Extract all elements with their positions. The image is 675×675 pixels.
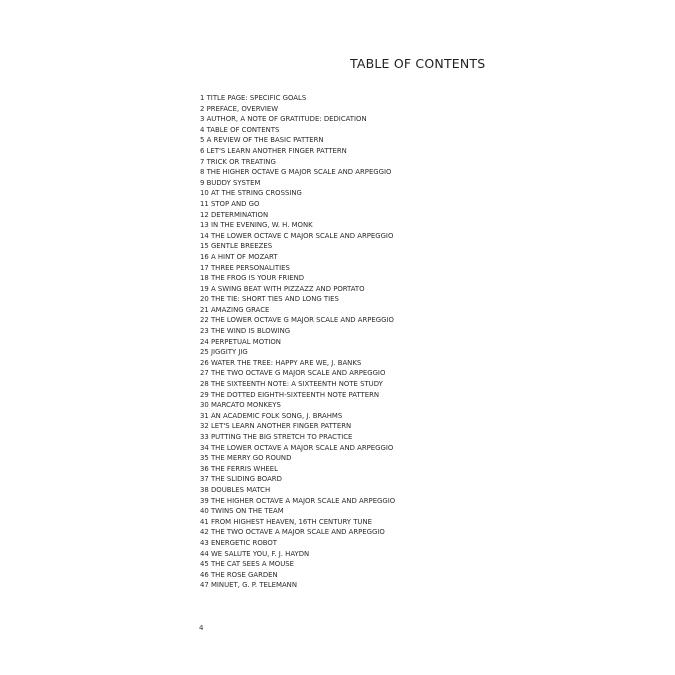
toc-entry [200,432,395,443]
toc-entry-text: 2 PREFACE, OVERVIEW [200,104,279,113]
toc-entry [200,411,395,422]
toc-entry [200,506,395,517]
toc-entry-text: 46 THE ROSE GARDEN [200,570,278,579]
toc-entry [200,485,395,496]
toc-entry-text: 14 THE LOWER OCTAVE C MAJOR SCALE AND ARPEGGIO [200,231,394,240]
toc-entry [200,93,395,104]
toc-entry-text: 27 THE TWO OCTAVE G MAJOR SCALE AND ARPEGGIO [200,369,386,378]
toc-entry [200,337,395,348]
toc-entry [200,390,395,401]
toc-entry-text: 28 THE SIXTEENTH NOTE: A SIXTEENTH NOTE STUDY [200,380,383,389]
toc-entry [200,538,395,549]
toc-entry [200,273,395,284]
toc-entry-text: 36 THE FERRIS WHEEL [200,464,278,473]
toc-entry-text: 16 A HINT OF MOZART [200,252,278,261]
toc-entry-text: 7 TRICK OR TREATING [200,157,276,166]
page-title: TABLE OF CONTENTS [350,56,486,71]
toc-entry [200,400,395,411]
table-of-contents [200,93,395,591]
toc-entry [200,549,395,560]
toc-entry [200,114,395,125]
toc-entry-text: 4 TABLE OF CONTENTS [200,125,280,134]
toc-entry [200,580,395,591]
toc-entry [200,421,395,432]
toc-entry [200,135,395,146]
toc-entry [200,167,395,178]
toc-entry [200,241,395,252]
toc-entry [200,199,395,210]
toc-entry-text: 25 JIGGITY JIG [200,348,248,357]
toc-entry [200,294,395,305]
toc-entry-text: 30 MARCATO MONKEYS [200,401,281,410]
toc-entry [200,104,395,115]
toc-entry-text: 8 THE HIGHER OCTAVE G MAJOR SCALE AND ARPEGGIO [200,168,392,177]
toc-entry-text: 45 THE CAT SEES A MOUSE [200,560,294,569]
toc-entry [200,517,395,528]
toc-entry-text: 17 THREE PERSONALITIES [200,263,290,272]
toc-entry [200,496,395,507]
toc-entry-text: 38 DOUBLES MATCH [200,485,271,494]
page-number: 4 [199,624,204,632]
toc-entry-text: 15 GENTLE BREEZES [200,242,273,251]
toc-entry [200,231,395,242]
toc-entry-text: 31 AN ACADEMIC FOLK SONG, J. BRAHMS [200,411,343,420]
toc-entry-text: 39 THE HIGHER OCTAVE A MAJOR SCALE AND ARPEGGIO [200,496,396,505]
toc-entry [200,326,395,337]
toc-entry-text: 40 TWINS ON THE TEAM [200,507,284,516]
toc-entry-text: 10 AT THE STRING CROSSING [200,189,302,198]
toc-entry [200,220,395,231]
toc-entry-text: 13 IN THE EVENING, W. H. MONK [200,221,313,230]
toc-entry [200,559,395,570]
toc-entry-text: 20 THE TIE: SHORT TIES AND LONG TIES [200,295,339,304]
toc-entry [200,263,395,274]
toc-entry-text: 41 FROM HIGHEST HEAVEN, 16TH CENTURY TUNE [200,517,372,526]
toc-entry-text: 37 THE SLIDING BOARD [200,475,282,484]
toc-entry-text: 9 BUDDY SYSTEM [200,178,261,187]
toc-entry-text: 21 AMAZING GRACE [200,305,270,314]
toc-entry [200,315,395,326]
toc-entry-text: 23 THE WIND IS BLOWING [200,327,291,336]
toc-entry [200,188,395,199]
toc-entry-text: 47 MINUET, G. P. TELEMANN [200,581,297,590]
toc-entry-text: 12 DETERMINATION [200,210,269,219]
toc-entry-text: 26 WATER THE TREE: HAPPY ARE WE, J. BANKS [200,358,362,367]
toc-entry-text: 3 AUTHOR, A NOTE OF GRATITUDE: DEDICATION [200,115,367,124]
toc-entry [200,210,395,221]
toc-entry-text: 18 THE FROG IS YOUR FRIEND [200,274,305,283]
toc-entry [200,464,395,475]
toc-entry-text: 34 THE LOWER OCTAVE A MAJOR SCALE AND ARPEGGIO [200,443,394,452]
toc-entry-text: 5 A REVIEW OF THE BASIC PATTERN [200,136,324,145]
toc-entry-text: 24 PERPETUAL MOTION [200,337,281,346]
toc-entry [200,379,395,390]
toc-entry [200,305,395,316]
toc-entry [200,368,395,379]
toc-entry [200,347,395,358]
toc-entry-text: 33 PUTTING THE BIG STRETCH TO PRACTICE [200,433,353,441]
toc-entry-text: 42 THE TWO OCTAVE A MAJOR SCALE AND ARPEGGIO [200,528,385,537]
toc-entry [200,527,395,538]
toc-entry [200,252,395,263]
toc-entry-text: 44 WE SALUTE YOU, F. J. HAYDN [200,549,310,558]
toc-entry-text: 1 TITLE PAGE: SPECIFIC GOALS [200,94,307,102]
toc-entry [200,125,395,136]
toc-entry [200,474,395,485]
toc-entry-text: 43 ENERGETIC ROBOT [200,538,277,547]
toc-entry-text: 19 A SWING BEAT WITH PIZZAZZ AND PORTATO [200,284,365,293]
toc-entry-text: 35 THE MERRY GO ROUND [200,454,292,463]
toc-entry [200,443,395,454]
toc-entry-text: 32 LET'S LEARN ANOTHER FINGER PATTERN [200,422,352,431]
toc-entry-text: 6 LET'S LEARN ANOTHER FINGER PATTERN [200,146,347,155]
toc-entry [200,178,395,189]
toc-entry [200,358,395,369]
toc-entry-text: 11 STOP AND GO [200,199,260,208]
toc-entry [200,570,395,581]
toc-entry [200,284,395,295]
toc-entry-text: 29 THE DOTTED EIGHTH-SIXTEENTH NOTE PATTERN [200,390,380,399]
toc-entry [200,157,395,168]
toc-entry-text: 22 THE LOWER OCTAVE G MAJOR SCALE AND ARPEGGIO [200,316,394,325]
toc-entry [200,146,395,157]
toc-entry [200,453,395,464]
